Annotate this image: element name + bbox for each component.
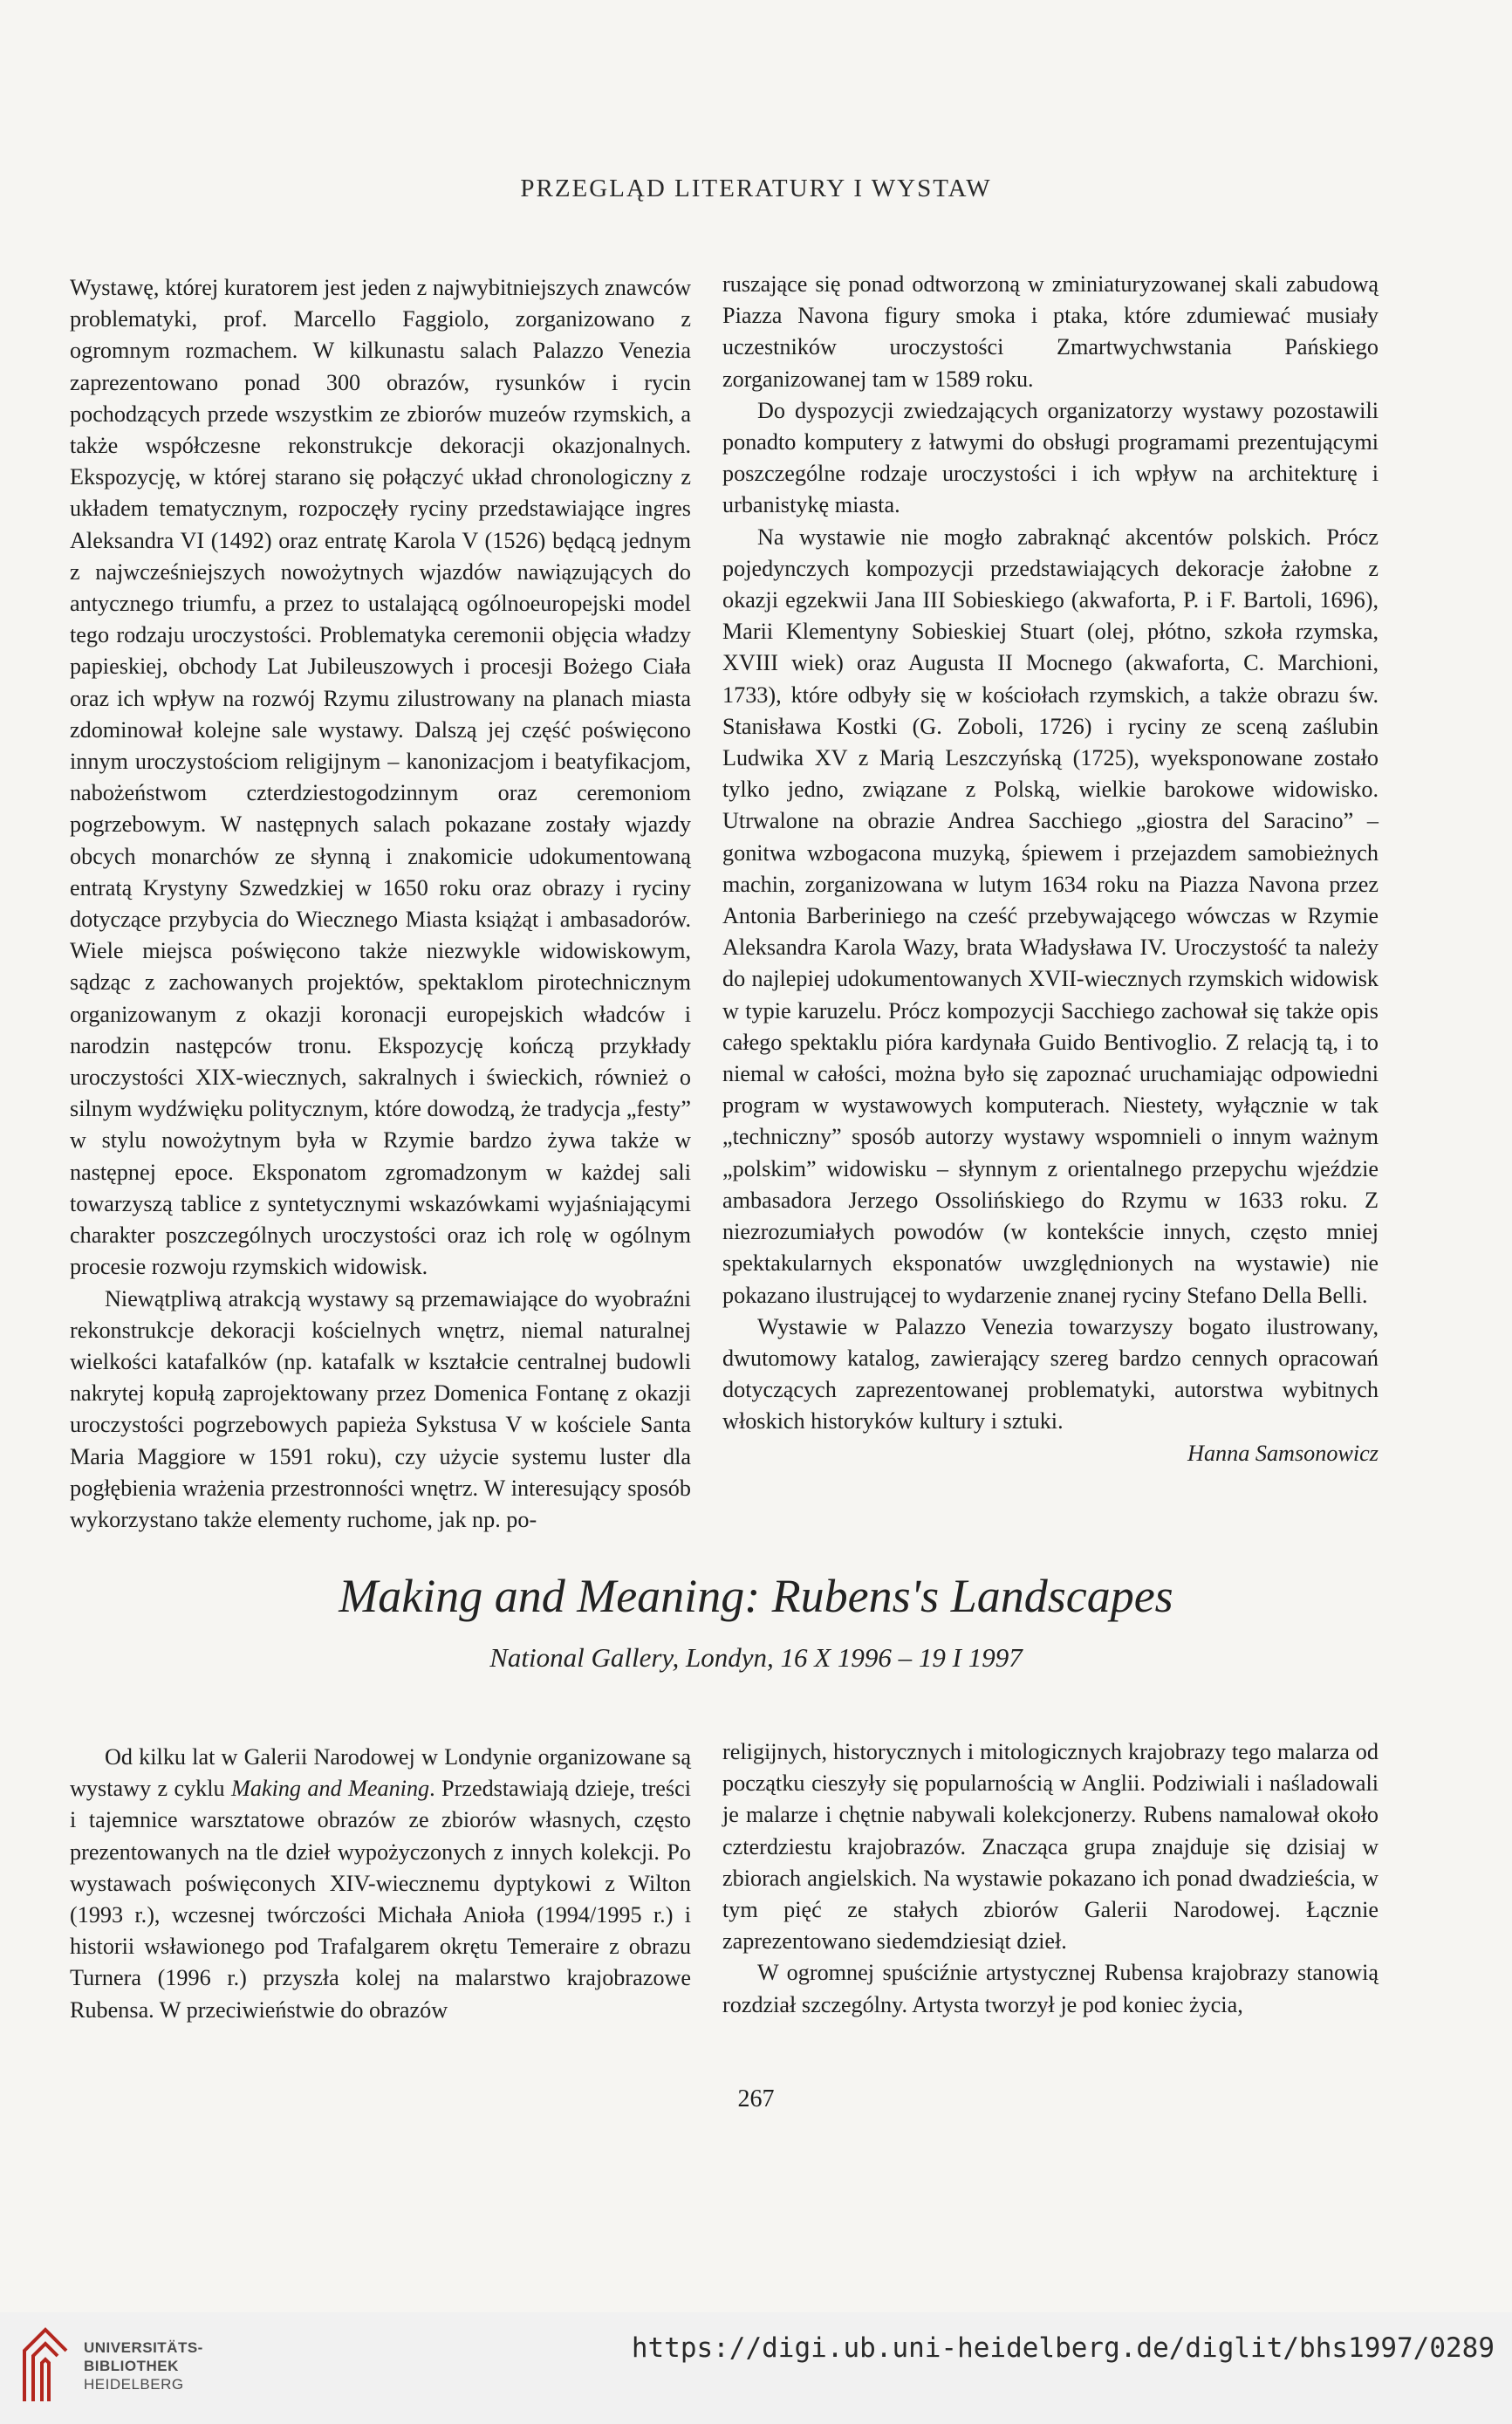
article-title: Making and Meaning: Rubens's Landscapes [339,1570,1173,1622]
article2-paragraph [70,1742,691,2026]
library-logo-icon [19,2321,72,2405]
article-subtitle: National Gallery, Londyn, 16 X 1996 – 19 I 1997 [489,1642,1023,1673]
article1-paragraph: Wystawie w Palazzo Venezia towarzyszy bogato ilustrowany, dwutomowy katalog, zawierający szereg bardzo cennych opracowań dotyczących zaprezentowanej problematyki, autorstwa wybitnych włoskich historyków kultury i sztuki. [722,1313,1379,1435]
article2-left-column [70,1742,691,2026]
article1-paragraph: ruszające się ponad odtworzoną w zminiaturyzowanej skali zabudową Piazza Navona figury smoka i ptaka, które zdumiewać musiały uczestników uroczystości Zmartwychwstania Pańskiego zorganizowanej tam w 1589 roku. [722,271,1379,392]
article1-paragraph: Niewątpliwą atrakcją wystawy są przemawiające do wyobraźni rekonstrukcje dekoracji kościelnych wnętrz, niemal naturalnej wielkości katafalków (np. katafalk w kształcie centralnej budowli nakrytej kopułą zaprojektowany przez Domenica Fontanę z okazji uroczystości pogrzebowych papieża Sykstusa V w kościele Santa Maria Maggiore w 1591 roku), czy użycie systemu luster dla pogłębienia wrażenia przestronności wnętrz. W interesujący sposób wykorzystano także elementy ruchome, jak np. po- [70,1285,691,1532]
logo-line: UNIVERSITÄTS- [84,2339,203,2356]
article2-paragraph: religijnych, historycznych i mitologicznych krajobrazy tego malarza od początku cieszyły się popularnością w Anglii. Podziwiali i naśladowali je malarze i chętnie nabywali kolekcjonerzy. Rubens namalował około czterdziestu krajobrazów. Znacząca grupa znajduje się dzisiaj w zbiorach angielskich. Na wystawie pokazano ich ponad dwadzieścia, w tym pięć ze stałych zbiorów Galerii Narodowej. Łącznie zaprezentowano siedemdziesiąt dzieł. [722,1739,1379,1955]
article1-left-column [70,272,691,1536]
series-title: Making and Meaning [231,1776,430,1802]
article2-text: . Przedstawiają dzieje, treści i tajemnice warsztatowe obrazów ze zbiorów własnych, często prezentowanych na tle dzieł wypożyczonych z innych kolekcji. Po wystawach poświęconych XIV-wiecznemu dyptykowi z Wilton (1993 r.), wczesnej twórczości Michała Anioła (1994/1995 r.) i historii wsławionego pod Trafalgarem okrętu Temeraire z obrazu Turnera (1996 r.) przyszła kolej na malarstwo krajobrazowe Rubensa. W przeciwieństwie do obrazów [70,1776,691,2023]
logo-line: HEIDELBERG [84,2376,184,2393]
running-head: PRZEGLĄD LITERATURY I WYSTAW [520,175,992,202]
footer-bar [0,2312,1512,2424]
article1-right-column [722,269,1379,1469]
article1-paragraph: Do dyspozycji zwiedzających organizatorzy wystawy pozostawili ponadto komputery z łatwymi do obsługi programami prezentującymi poszczególne rodzaje uroczystości i ich wpływ na architekturę i urbanistykę miasta. [722,397,1379,518]
article2-paragraph: W ogromnej spuściźnie artystycznej Rubensa krajobrazy stanowią rozdział szczególny. Artysta tworzył je pod koniec życia, [722,1960,1379,2017]
source-url-link[interactable]: https://digi.ub.uni-heidelberg.de/diglit/bhs1997/0289 [631,2332,1495,2364]
logo-line: BIBLIOTHEK [84,2358,179,2374]
article2-text: Od kilku lat w Galerii Narodowej w Londynie organizowane są wystawy z cyklu [70,1744,691,1802]
author-signature: Hanna Samsonowicz [1187,1440,1379,1466]
library-logo-text [84,2338,203,2393]
page-number: 267 [737,2085,775,2112]
article1-paragraph: Wystawę, której kuratorem jest jeden z najwybitniejszych znawców problematyki, prof. Marcello Faggiolo, zorganizowano z ogromnym rozmachem. W kilkunastu salach Palazzo Venezia zaprezentowano ponad 300 obrazów, rysunków i rycin pochodzących przede wszystkim ze zbiorów muzeów rzymskich, a także współczesne rekonstrukcje dekoracji okazjonalnych. Ekspozycję, w której starano się połączyć układ chronologiczny z układem tematycznym, rozpoczęły ryciny przedstawiające ingres Aleksandra VI (1492) oraz entratę Karola V (1526) będącą jednym z najwcześniejszych nowożytnych wjazdów nawiązujących do antycznego triumfu, a przez to ustalającą ogólnoeuropejski model tego rodzaju uroczystości. Problematyka ceremonii objęcia władzy papieskiej, obchody Lat Jubileuszowych i procesji Bożego Ciała oraz ich wpływ na rozwój Rzymu zilustrowany na planach miasta zdominował kolejne sale wystawy. Dalszą jej część poświęcono innym uroczystościom religijnym – kanonizacjom i beatyfikacjom, nabożeństwom czterdziestogodzinnym oraz ceremoniom pogrzebowym. W następnych salach pokazane zostały wjazdy obcych monarchów ze słynną i znakomicie udokumentowaną entratą Krystyny Szwedzkiej w 1650 roku oraz obrazy i ryciny dotyczące przybycia do Wiecznego Miasta książąt i ambasadorów. Wiele miejsca poświęcono także niezwykle widowiskowym, sądząc z zachowanych projektów, spektaklom pirotechnicznym organizowanym z okazji koronacji europejskich władców i narodzin następców tronu. Ekspozycję kończą przykłady uroczystości XIX-wiecznych, sakralnych i świeckich, również o silnym wydźwięku politycznym, które dowodzą, że tradycja „festy” w stylu nowożytnym była w Rzymie bardzo żywa także w następnej epoce. Eksponatom zgromadzonym w każdej sali towarzyszą tablice z syntetycznymi wskazówkami wyjaśniającymi charakter poszczególnych uroczystości oraz ich rolę w ogólnym procesie rozwoju rzymskich widowisk. [70,275,691,1280]
article2-right-column [722,1736,1379,2021]
article1-paragraph: Na wystawie nie mogło zabraknąć akcentów polskich. Prócz pojedynczych kompozycji przedstawiających dekoracje żałobne z okazji egzekwii Jana III Sobieskiego (akwaforta, P. i F. Bartoli, 1696), Marii Klementyny Sobieskiej Stuart (olej, płótno, szkoła rzymska, XVIII wiek) oraz Augusta II Mocnego (akwaforta, C. Marchioni, 1733), które odbyły się w kościołach rzymskich, a także obrazu św. Stanisława Kostki (G. Zoboli, 1726) i ryciny ze sceną zaślubin Ludwika XV z Marią Leszczyńską (1725), wyeksponowane zostało tylko jedno, związane z Polską, wielkie barokowe widowisko. Utrwalone na obrazie Andrea Sacchiego „giostra del Saracino” – gonitwa wzbogacona muzyką, śpiewem i przejazdem samobieżnych machin, zorganizowana w lutym 1634 roku na Piazza Navona przez Antonia Barberiniego na cześć przebywającego wówczas w Rzymie Aleksandra Karola Wazy, brata Władysława IV. Uroczystość ta należy do najlepiej udokumentowanych XVII-wiecznych rzymskich widowisk w typie karuzelu. Prócz kompozycji Sacchiego zachował się także opis całego spektaklu pióra kardynała Guido Bentivoglio. Z relacją tą, i to niemal w całości, można było się zapoznać uruchamiając odpowiedni program w wystawowych komputerach. Niestety, wyłącznie w tak „techniczny” sposób autorzy wystawy wspomnieli o innym ważnym „polskim” widowisku – słynnym z orientalnego przepychu wjeździe ambasadora Jerzego Ossolińskiego do Rzymu w 1633 roku. Z niezrozumiałych powodów (w kontekście innych, często mniej spektakularnych eksponatów uwzględnionych na wystawie) nie pokazano ilustrującej to wydarzenie znanej ryciny Stefano Della Belli. [722,524,1379,1308]
